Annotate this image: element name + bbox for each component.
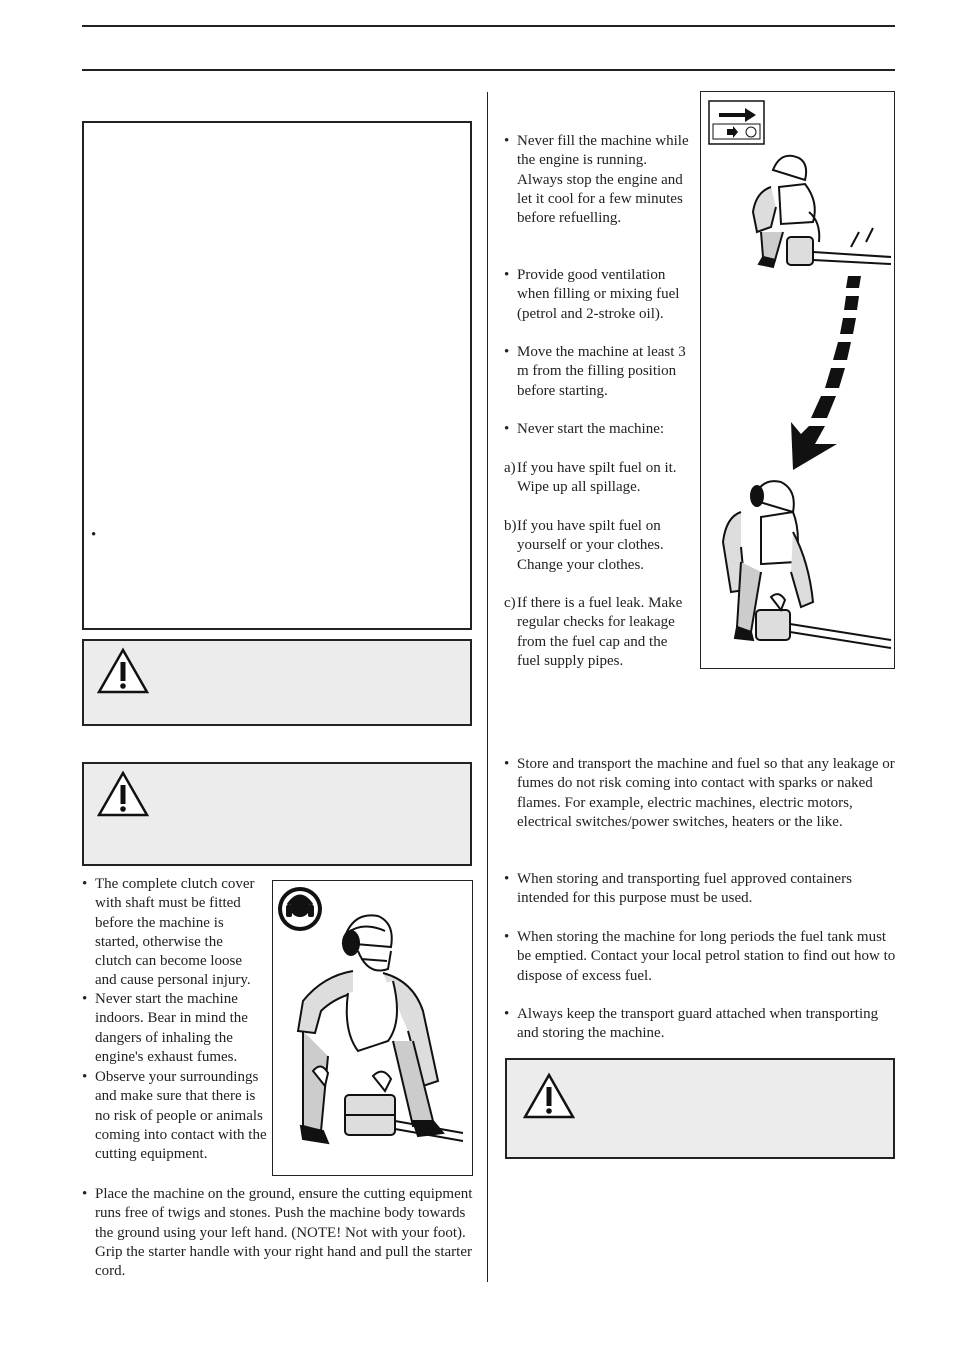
fuel-info-box [82, 121, 472, 630]
warning-triangle-icon [523, 1072, 575, 1120]
warning-box-1 [82, 639, 472, 726]
list-item: • Observe your surroundings and make sure that there is no risk of people or animals coming into contact with the cutting equipment. [82, 1069, 267, 1163]
list-item: • Place the machine on the ground, ensure the cutting equipment runs free of twigs and stones. Push the machine body towards the ground using your left hand. (NOTE! Not with your foot). Grip the starter handle with your right hand and pull the starter cord. [82, 1186, 473, 1280]
ear-protection-icon [278, 887, 322, 931]
warning-box-2 [82, 762, 472, 866]
header-rule-top [82, 25, 895, 27]
list-item: • Provide good ventilation when filling or mixing fuel (petrol and 2-stroke oil). [504, 267, 680, 322]
starting-illustration [272, 880, 473, 1176]
move-away-icon [791, 276, 861, 470]
condition-item: c) If there is a fuel leak. Make regular checks for leakage from the fuel cap and the fuel supply pipes. [504, 595, 683, 669]
stop-switch-icon [709, 101, 764, 144]
boxed-bullet: • [91, 527, 97, 543]
column-divider [487, 92, 488, 1282]
list-item: • Never fill the machine while the engine is running. Always stop the engine and let it cool for a few minutes before refuelling. [504, 133, 689, 227]
list-item: • The complete clutch cover with shaft must be fitted before the machine is started, otherwise the clutch can become loose and cause personal injury. [82, 876, 255, 989]
list-item: • Never start the machine: [504, 421, 665, 437]
list-item: • When storing and transporting fuel approved containers intended for this purpose must be used. [504, 871, 852, 907]
condition-item: a) If you have spilt fuel on it. Wipe up all spillage. [504, 460, 677, 496]
warning-triangle-icon [97, 770, 149, 818]
list-item: • When storing the machine for long periods the fuel tank must be emptied. Contact your local petrol station to find out how to dispose of excess fuel. [504, 929, 896, 984]
list-item: • Never start the machine indoors. Bear in mind the dangers of inhaling the engine's exhaust fumes. [82, 991, 248, 1065]
warning-triangle-icon [97, 647, 149, 695]
list-item: • Always keep the transport guard attached when transporting and storing the machine. [504, 1006, 879, 1042]
list-item: • Store and transport the machine and fuel so that any leakage or fumes do not risk coming into contact with sparks or naked flames. For example, electric machines, electric motors, electrical switches/power switches, heaters or the like. [504, 756, 895, 830]
list-item: • Move the machine at least 3 m from the filling position before starting. [504, 344, 686, 399]
header-rule-bottom [82, 69, 895, 71]
condition-item: b) If you have spilt fuel on yourself or your clothes. Change your clothes. [504, 518, 664, 573]
refuelling-illustration [700, 91, 895, 669]
warning-box-3 [505, 1058, 895, 1159]
